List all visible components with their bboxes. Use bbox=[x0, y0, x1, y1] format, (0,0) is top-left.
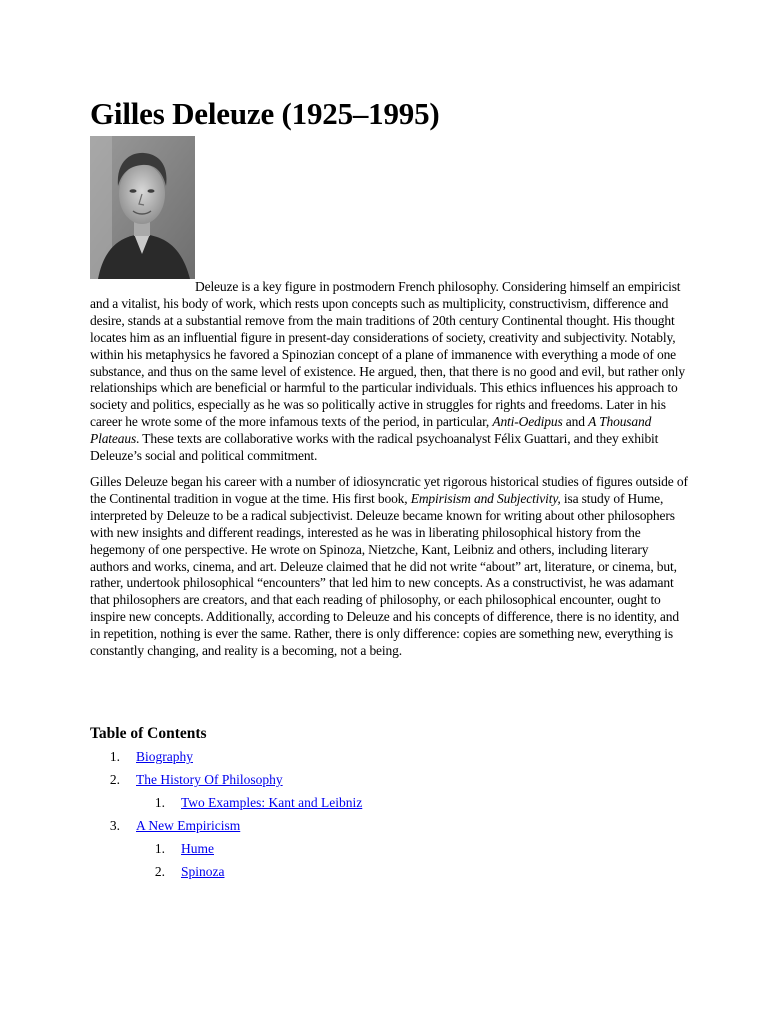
book-title-anti-oedipus: Anti-Oedipus bbox=[492, 414, 563, 430]
paragraph-text: isa study of Hume, interpreted by Deleuze to be a radical subjectivist. Deleuze became known for writing about other philosophers with new insights and different readings, interested as he was in liberating philosophical history from the hegemony of one perspective. He wrote on Spinoza, Nietzche, Kant, Leibniz and others, including literary authors and works, cinema, and art. Deleuze claimed that he did not write “about” art, literature, or cinema, but, rather, undertook philosophical “encounters” that led him to new concepts. As a constructivist, he was adamant that philosophers are creators, and that each reading of philosophy, or each philosophical encounter, ought to inspire new concepts. Additionally, according to Deleuze and his concepts of difference, there is no identity, and in repetition, nothing is ever the same. Rather, there is only difference: copies are something new, everything is constantly changing, and reality is a becoming, not a being. bbox=[90, 490, 679, 659]
paragraph-text: Gilles Deleuze began his career with a number of idiosyncratic yet rigorous historical studies of figures outside of the Continental tradition in vogue at the time. His first book, bbox=[90, 473, 688, 506]
toc-heading: Table of Contents bbox=[90, 725, 207, 742]
paragraph-text: . These texts are collaborative works with the radical psychoanalyst Félix Guattari, and they exhibit Deleuze’s social and political commitment. bbox=[90, 431, 659, 464]
toc-item bbox=[90, 747, 590, 770]
toc-number: 1. bbox=[109, 749, 120, 764]
article-body bbox=[90, 279, 690, 660]
toc-number: 3. bbox=[109, 818, 120, 833]
toc-item bbox=[90, 770, 590, 793]
toc-number: 2. bbox=[109, 772, 120, 787]
toc-link-history-of-philosophy[interactable]: The History Of Philosophy bbox=[136, 772, 283, 787]
author-photo bbox=[90, 136, 195, 279]
toc-subitem bbox=[90, 793, 590, 816]
paragraph-text: Deleuze is a key figure in postmodern French philosophy. Considering himself an empiricist and a vitalist, his body of work, which rests upon concepts such as multiplicity, constructivism, difference and desire, stands at a substantial remove from the main traditions of 20th century Continental thought. His thought locates him as an influential figure in present-day considerations of society, creativity and subjectivity. Notably, within his metaphysics he favored a Spinozian concept of a plane of immanence with everything a mode of one substance, and thus on the same level of existence. He argued, then, that there is no good and evil, but rather only relationships which are beneficial or harmful to the particular individuals. This ethics influences his approach to society and politics, especially as he was so politically active in struggles for rights and freedoms. Later in his career he wrote some of the more infamous texts of the period, in particular, bbox=[90, 279, 685, 430]
toc-link-hume[interactable]: Hume bbox=[181, 841, 214, 856]
toc-link-new-empiricism[interactable]: A New Empiricism bbox=[136, 818, 241, 833]
toc-number: 1. bbox=[154, 795, 165, 810]
book-title-thousand-plateaus: A Thousand Plateaus bbox=[90, 414, 652, 447]
page-title: Gilles Deleuze (1925–1995) bbox=[90, 96, 440, 131]
toc-item bbox=[90, 816, 590, 839]
toc-link-biography[interactable]: Biography bbox=[136, 749, 193, 764]
toc-number: 2. bbox=[154, 864, 165, 879]
toc-number: 1. bbox=[154, 841, 165, 856]
intro-paragraph-2 bbox=[90, 474, 690, 660]
toc-subitem bbox=[90, 862, 590, 885]
book-title-empiricism: Empirisism and Subjectivity, bbox=[410, 490, 561, 506]
paragraph-text: and bbox=[562, 414, 589, 430]
portrait-image bbox=[90, 136, 195, 279]
toc-link-spinoza[interactable]: Spinoza bbox=[181, 864, 225, 879]
intro-paragraph-1 bbox=[90, 279, 690, 465]
toc-link-kant-leibniz[interactable]: Two Examples: Kant and Leibniz bbox=[181, 795, 363, 810]
table-of-contents bbox=[90, 747, 590, 885]
toc-subitem bbox=[90, 839, 590, 862]
